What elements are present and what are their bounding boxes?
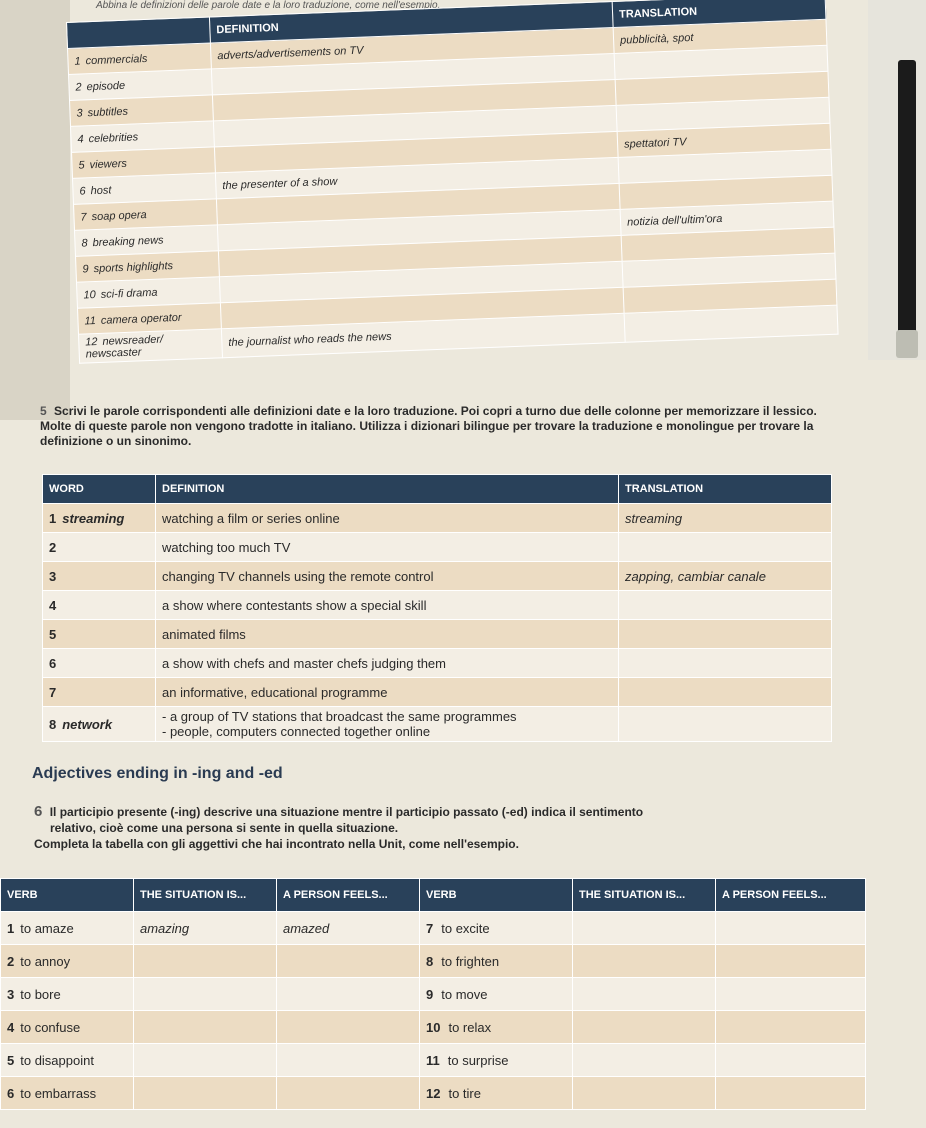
row-number: 3 xyxy=(76,106,83,120)
exercise-6-line2: relativo, cioè come una persona si sente in quella situazione. xyxy=(50,821,399,835)
row-number: 11 xyxy=(84,314,97,328)
feels-cell-2[interactable] xyxy=(716,1011,866,1044)
definition-cell xyxy=(156,707,619,742)
pen-icon xyxy=(898,60,916,350)
row-number: 4 xyxy=(77,132,84,146)
situation-cell-2[interactable] xyxy=(573,912,716,945)
word-text: host xyxy=(90,183,112,197)
feels-cell-2[interactable] xyxy=(716,978,866,1011)
verb-text-2: to relax xyxy=(448,1019,492,1035)
adjectives-table xyxy=(0,878,866,1110)
situation-cell-2[interactable] xyxy=(573,1011,716,1044)
row-number: 3 xyxy=(49,568,57,584)
row-number-2: 11 xyxy=(426,1052,440,1068)
feels-cell-2[interactable] xyxy=(716,912,866,945)
situation-cell[interactable] xyxy=(134,1011,277,1044)
row-number: 9 xyxy=(82,262,89,276)
verb-cell xyxy=(1,912,134,945)
verb-text-2: to move xyxy=(441,986,488,1002)
verb-cell-2 xyxy=(420,1077,573,1110)
feels-cell-2[interactable] xyxy=(716,1044,866,1077)
situation-cell[interactable] xyxy=(134,1077,277,1110)
translation-cell[interactable] xyxy=(619,678,832,707)
row-number: 8 xyxy=(49,716,57,732)
row-number: 10 xyxy=(83,288,96,302)
row-number: 2 xyxy=(75,80,82,94)
word-text: commercials xyxy=(85,52,148,67)
translation-cell[interactable]: streaming xyxy=(619,504,832,533)
row-number: 1 xyxy=(7,920,15,936)
table-row xyxy=(43,649,832,678)
feels-cell[interactable] xyxy=(277,1011,420,1044)
situation-cell-2[interactable] xyxy=(573,978,716,1011)
translation-cell[interactable] xyxy=(619,707,832,742)
table3-header-verb: VERB xyxy=(1,879,134,912)
row-number-2: 10 xyxy=(426,1019,441,1035)
word-text: newsreader/ newscaster xyxy=(85,333,164,361)
word-text: subtitles xyxy=(87,105,129,119)
exercise-5-number: 5 xyxy=(40,404,47,418)
definition-cell xyxy=(156,533,619,562)
verb-text: to bore xyxy=(20,986,61,1002)
feels-cell-2[interactable] xyxy=(716,1077,866,1110)
table2-header-word: WORD xyxy=(43,475,156,504)
verb-text: to embarrass xyxy=(20,1085,97,1101)
word-cell[interactable] xyxy=(43,649,156,678)
word-cell xyxy=(78,329,222,363)
section-title: Adjectives ending in -ing and -ed xyxy=(32,765,283,782)
table-row xyxy=(1,1077,866,1110)
verb-cell xyxy=(1,978,134,1011)
verb-text: to annoy xyxy=(20,953,71,969)
definition-cell xyxy=(156,562,619,591)
row-number-2: 7 xyxy=(426,920,434,936)
situation-cell-2[interactable] xyxy=(573,1044,716,1077)
word-text: soap opera xyxy=(91,208,147,223)
feels-cell[interactable] xyxy=(277,945,420,978)
row-number: 12 xyxy=(85,336,98,349)
row-number-2: 8 xyxy=(426,953,434,969)
verb-cell-2 xyxy=(420,945,573,978)
pen-background xyxy=(868,0,926,360)
word-text: streaming xyxy=(62,510,125,526)
feels-cell-2[interactable] xyxy=(716,945,866,978)
definition-text: watching a film or series online xyxy=(162,510,340,526)
table-row xyxy=(43,707,832,742)
row-number-2: 9 xyxy=(426,986,434,1002)
feels-cell[interactable] xyxy=(277,978,420,1011)
situation-cell-2[interactable] xyxy=(573,945,716,978)
word-text: celebrities xyxy=(88,130,139,145)
word-text: viewers xyxy=(89,157,128,171)
word-cell[interactable] xyxy=(43,533,156,562)
row-number: 1 xyxy=(74,54,81,68)
definition-text: a show where contestants show a special skill xyxy=(162,597,427,613)
pen-clip-icon xyxy=(896,330,918,358)
page-shadow xyxy=(0,0,70,420)
definition-cell xyxy=(156,504,619,533)
verb-text-2: to frighten xyxy=(441,953,500,969)
table3-header-situation: THE SITUATION IS... xyxy=(134,879,277,912)
word-cell[interactable] xyxy=(43,504,156,533)
table-row xyxy=(43,504,832,533)
table2-header-translation: TRANSLATION xyxy=(619,475,832,504)
definition-text: - a group of TV stations that broadcast the same programmes xyxy=(162,709,517,724)
table-row xyxy=(43,620,832,649)
page-header: Abbina le definizioni delle parole date e la loro traduzione, come nell'esempio. xyxy=(96,0,441,11)
row-number: 1 xyxy=(49,510,57,526)
row-number: 7 xyxy=(49,684,57,700)
table3-header-feels: A PERSON FEELS... xyxy=(277,879,420,912)
table-row xyxy=(1,1011,866,1044)
word-text: network xyxy=(62,716,113,732)
translation-cell[interactable] xyxy=(619,649,832,678)
row-number: 3 xyxy=(7,986,15,1002)
table1-header-definition: DEFINITION xyxy=(209,2,613,43)
feels-cell[interactable] xyxy=(277,1044,420,1077)
exercise-6-instructions xyxy=(34,804,864,852)
row-number: 8 xyxy=(81,236,88,250)
row-number: 2 xyxy=(49,539,57,555)
situation-cell-2[interactable] xyxy=(573,1077,716,1110)
table-row xyxy=(1,1044,866,1077)
table-row xyxy=(1,912,866,945)
verb-cell-2 xyxy=(420,1011,573,1044)
exercise-6-line1: Il participio presente (-ing) descrive una situazione mentre il participio passato (-ed) indica il sentimento xyxy=(49,805,644,819)
situation-cell[interactable] xyxy=(134,945,277,978)
translation-cell[interactable]: spettatori TV xyxy=(617,123,831,157)
situation-cell[interactable] xyxy=(134,1044,277,1077)
definition-cell[interactable]: the journalist who reads the news xyxy=(221,313,625,357)
table-row xyxy=(1,945,866,978)
verb-cell-2 xyxy=(420,1044,573,1077)
row-number: 2 xyxy=(7,953,15,969)
verb-cell xyxy=(1,1011,134,1044)
table3-header-feels-2: A PERSON FEELS... xyxy=(716,879,866,912)
word-cell[interactable] xyxy=(43,620,156,649)
row-number: 4 xyxy=(49,597,57,613)
verb-cell-2 xyxy=(420,978,573,1011)
definition-cell[interactable]: adverts/advertisements on TV xyxy=(210,28,614,69)
verb-text-2: to tire xyxy=(448,1085,481,1101)
definition-text-2: - people, computers connected together online xyxy=(162,724,431,739)
feels-cell[interactable] xyxy=(277,1077,420,1110)
table2-header-definition: DEFINITION xyxy=(156,475,619,504)
row-number: 7 xyxy=(80,210,87,224)
definition-cell xyxy=(156,649,619,678)
exercise-5-text: Scrivi le parole corrispondenti alle definizioni date e la loro traduzione. Poi copri a turno due delle colonne per memorizzare il lessico. Molte di queste parole non vengono tradotte in italiano. Utilizza i dizionari bilingue per trovare la traduzione e monolingue per trovare la definizione o un sinonimo. xyxy=(40,404,817,448)
row-number: 6 xyxy=(49,655,57,671)
verb-cell-2 xyxy=(420,912,573,945)
definition-cell xyxy=(156,620,619,649)
table-row xyxy=(43,591,832,620)
translation-cell[interactable] xyxy=(619,620,832,649)
translation-cell[interactable]: pubblicità, spot xyxy=(613,19,827,53)
row-number: 5 xyxy=(7,1052,15,1068)
word-text: camera operator xyxy=(100,311,182,327)
verb-text: to amaze xyxy=(20,920,74,936)
situation-cell[interactable]: amazing xyxy=(134,912,277,945)
verb-cell xyxy=(1,945,134,978)
verb-cell xyxy=(1,1077,134,1110)
feels-cell[interactable]: amazed xyxy=(277,912,420,945)
exercise-6-number: 6 xyxy=(34,803,43,820)
translation-cell[interactable]: zapping, cambiar canale xyxy=(619,562,832,591)
exercise-6-line3: Completa la tabella con gli aggettivi che hai incontrato nella Unit, come nell'esempio. xyxy=(34,837,519,851)
exercise-5-instructions xyxy=(40,404,830,449)
definition-text: animated films xyxy=(162,626,246,642)
row-number: 4 xyxy=(7,1019,15,1035)
word-cell[interactable] xyxy=(43,707,156,742)
word-text: sci-fi drama xyxy=(100,286,158,301)
word-text: sports highlights xyxy=(93,259,174,275)
word-cell[interactable] xyxy=(43,591,156,620)
definition-text: changing TV channels using the remote control xyxy=(162,568,434,584)
translation-cell[interactable]: notizia dell'ultim'ora xyxy=(620,201,834,235)
definition-cell[interactable]: the presenter of a show xyxy=(215,157,619,198)
table3-header-situation-2: THE SITUATION IS... xyxy=(573,879,716,912)
vocabulary-table-1 xyxy=(66,0,839,364)
word-text: breaking news xyxy=(92,233,164,249)
word-cell[interactable] xyxy=(43,562,156,591)
verb-text: to confuse xyxy=(20,1019,81,1035)
definition-text: an informative, educational programme xyxy=(162,684,388,700)
row-number: 5 xyxy=(49,626,57,642)
table-row xyxy=(43,533,832,562)
verb-text-2: to surprise xyxy=(447,1052,509,1068)
table-row xyxy=(43,678,832,707)
translation-cell[interactable] xyxy=(619,533,832,562)
table-row xyxy=(1,978,866,1011)
row-number: 6 xyxy=(7,1085,15,1101)
definition-text: a show with chefs and master chefs judging them xyxy=(162,655,446,671)
verb-text: to disappoint xyxy=(20,1052,94,1068)
word-text: episode xyxy=(86,79,126,93)
row-number: 6 xyxy=(79,184,86,198)
definition-text: watching too much TV xyxy=(162,539,291,555)
word-cell[interactable] xyxy=(43,678,156,707)
table3-header-verb-2: VERB xyxy=(420,879,573,912)
table-row xyxy=(43,562,832,591)
translation-cell[interactable] xyxy=(619,591,832,620)
situation-cell[interactable] xyxy=(134,978,277,1011)
verb-text-2: to excite xyxy=(441,920,490,936)
row-number: 5 xyxy=(78,158,85,172)
definition-cell xyxy=(156,678,619,707)
verb-cell xyxy=(1,1044,134,1077)
definition-cell xyxy=(156,591,619,620)
vocabulary-table-2 xyxy=(42,474,832,742)
row-number-2: 12 xyxy=(426,1085,441,1101)
table1-header-translation: TRANSLATION xyxy=(612,0,826,28)
